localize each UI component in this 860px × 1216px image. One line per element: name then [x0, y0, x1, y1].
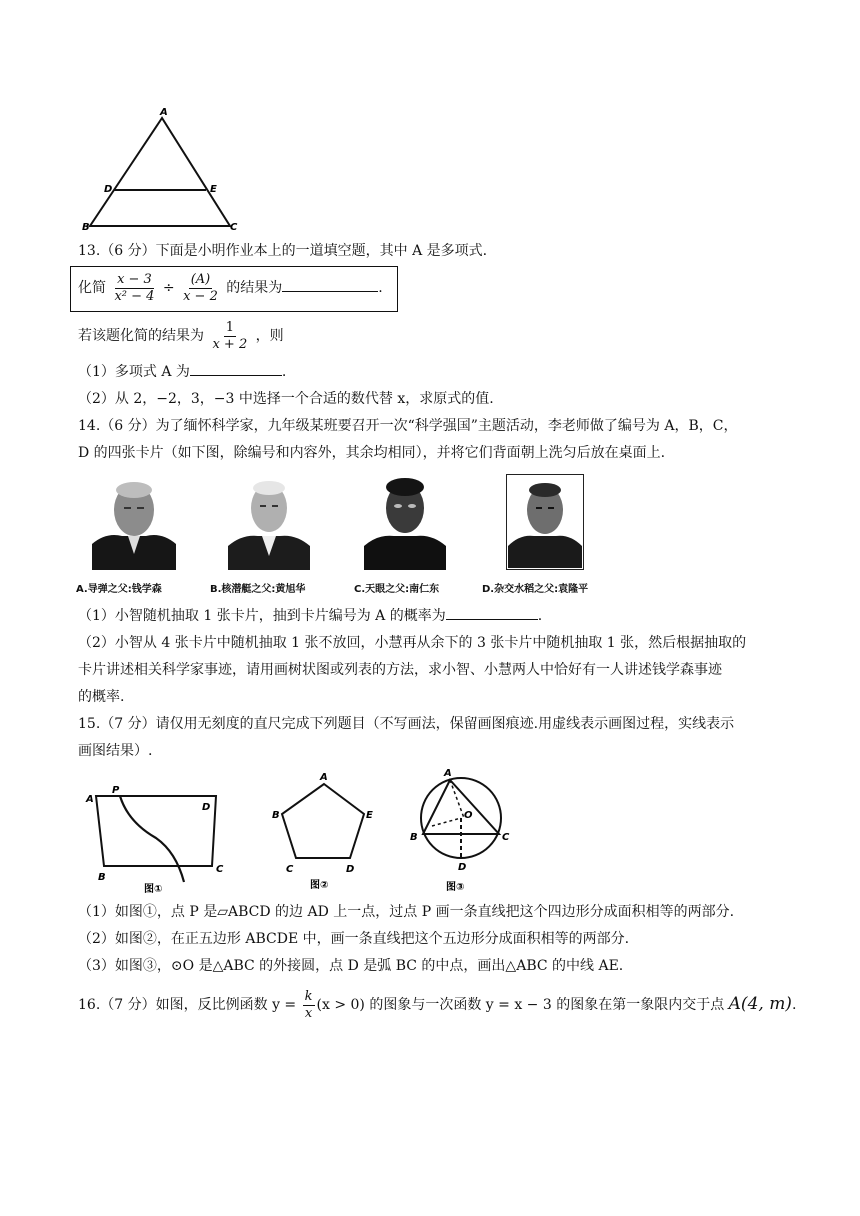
q13-header: 13.（6 分）下面是小明作业本上的一道填空题，其中 A 是多项式.: [78, 243, 488, 259]
label-c: C: [230, 222, 238, 233]
q16-mid: (x > 0) 的图象与一次函数 y = x − 3 的图象在第一象限内交于点: [316, 997, 725, 1013]
card-caption-b: B.核潜艇之父:黄旭华: [210, 584, 306, 595]
fig1-caption: 图①: [144, 884, 163, 895]
q15-line1: 15.（7 分）请仅用无刻度的直尺完成下列题目（不写画法，保留画图痕迹.用虚线表示画图过程，实线表示: [78, 716, 735, 732]
q15-line2: 画图结果）.: [78, 743, 153, 759]
q16-point: A(4, m): [728, 994, 792, 1014]
q14-part1-blank: [446, 607, 538, 620]
q14-part2-line1: （2）小智从 4 张卡片中随机抽取 1 张不放回，小慧再从余下的 3 张卡片中随机抽取 1 张，然后根据抽取的: [78, 635, 747, 651]
fig3-label-o: O: [464, 810, 473, 821]
fig2-caption: 图②: [310, 880, 329, 891]
q16-k-den: x: [304, 1005, 313, 1021]
q13-result-den: x + 2: [212, 336, 248, 352]
q13-frac1-den: x² − 4: [114, 288, 155, 304]
q16-line: [78, 984, 796, 1024]
figure-3-circumcircle: [406, 764, 516, 898]
portrait-card-b: [228, 474, 310, 570]
triangle-abc: [90, 118, 230, 226]
portrait-card-a: [92, 474, 176, 570]
fig1-label-d: D: [202, 802, 211, 813]
parallelogram-abcd: [96, 796, 216, 866]
q13-box-prefix: 化简: [78, 280, 106, 296]
q16-k-num: k: [304, 988, 313, 1004]
fig2-label-d: D: [346, 864, 355, 875]
dashed-ao: [450, 780, 464, 818]
triangle-figure: [80, 104, 250, 236]
q13-result-frac: [210, 320, 249, 353]
q13-if-line: [78, 316, 284, 356]
q13-div-sign: ÷: [162, 280, 175, 296]
q16-end: .: [791, 997, 797, 1013]
label-b: B: [82, 222, 90, 233]
fig3-caption: 图③: [446, 882, 465, 893]
pentagon-abcde: [282, 784, 364, 858]
label-d: D: [104, 184, 113, 195]
q16-k-frac: [303, 989, 315, 1022]
card-caption-a: A.导弹之父:钱学森: [76, 584, 162, 595]
fig3-label-c: C: [502, 832, 510, 843]
q13-box-end: .: [378, 280, 383, 296]
q14-part2-line3: 的概率.: [78, 689, 125, 705]
portrait-card-c: [364, 474, 446, 570]
fig2-label-a: A: [320, 772, 328, 783]
curve-through-p: [120, 796, 184, 882]
q13-box-suffix: 的结果为: [226, 280, 283, 296]
q13-if-prefix: 若该题化简的结果为: [78, 328, 204, 344]
card-caption-d: D.杂交水稻之父:袁隆平: [482, 584, 589, 595]
q13-box-content: [78, 268, 383, 308]
q14-line2: D 的四张卡片（如下图，除编号和内容外，其余均相同），并将它们背面朝上洗匀后放在桌面上.: [78, 445, 666, 461]
q13-frac2: [181, 272, 220, 305]
card-caption-c: C.天眼之父:南仁东: [354, 584, 440, 595]
q13-part1-blank: [190, 363, 282, 376]
q14-part1: [78, 606, 542, 626]
q14-part1-end: .: [537, 608, 543, 624]
fig2-label-e: E: [366, 810, 373, 821]
q14-part1-text: （1）小智随机抽取 1 张卡片，抽到卡片编号为 A 的概率为: [78, 608, 446, 624]
q13-part1-end: .: [281, 364, 287, 380]
q13-frac1: [112, 272, 156, 305]
q13-frac1-num: x − 3: [117, 271, 152, 287]
q13-part1-text: （1）多项式 A 为: [78, 364, 190, 380]
fig1-label-p: P: [112, 785, 120, 796]
dashed-helper: [432, 818, 461, 826]
figure-2-pentagon: [268, 770, 378, 894]
q13-if-suffix: ，则: [255, 328, 284, 344]
q15-part2: （2）如图②，在正五边形 ABCDE 中，画一条直线把这个五边形分成面积相等的两部分.: [78, 931, 630, 947]
fig3-label-d: D: [458, 862, 467, 873]
q13-box-blank: [282, 279, 378, 292]
portrait-card-d: [506, 474, 584, 570]
fig1-label-b: B: [98, 872, 106, 883]
q14-line1: 14.（6 分）为了缅怀科学家，九年级某班要召开一次“科学强国”主题活动，李老师做了编号为 A，B，C，: [78, 418, 738, 434]
q15-part1: （1）如图①，点 P 是▱ABCD 的边 AD 上一点，过点 P 画一条直线把这个四边形分成面积相等的两部分.: [78, 904, 735, 920]
q13-part2: （2）从 2，−2，3，−3 中选择一个合适的数代替 x，求原式的值.: [78, 391, 494, 407]
fig2-label-c: C: [286, 864, 294, 875]
q16-prefix: 16.（7 分）如图，反比例函数 y =: [78, 997, 297, 1013]
q13-frac2-den: x − 2: [183, 288, 218, 304]
q14-part2-line2: 卡片讲述相关科学家事迹，请用画树状图或列表的方法，求小智、小慧两人中恰好有一人讲述钱学森事迹: [78, 662, 722, 678]
fig3-label-a: A: [444, 768, 452, 779]
fig3-label-b: B: [410, 832, 418, 843]
q13-frac2-num: (A): [190, 271, 211, 287]
q13-result-num: 1: [225, 319, 234, 335]
label-a: A: [160, 107, 168, 118]
fig1-label-a: A: [86, 794, 94, 805]
q13-part1: [78, 362, 286, 382]
figure-1-parallelogram: [80, 782, 240, 898]
q15-part3: （3）如图③，⊙O 是△ABC 的外接圆，点 D 是弧 BC 的中点，画出△ABC 的中线 AE.: [78, 958, 624, 974]
fig1-label-c: C: [216, 864, 224, 875]
fig2-label-b: B: [272, 810, 280, 821]
label-e: E: [210, 184, 217, 195]
